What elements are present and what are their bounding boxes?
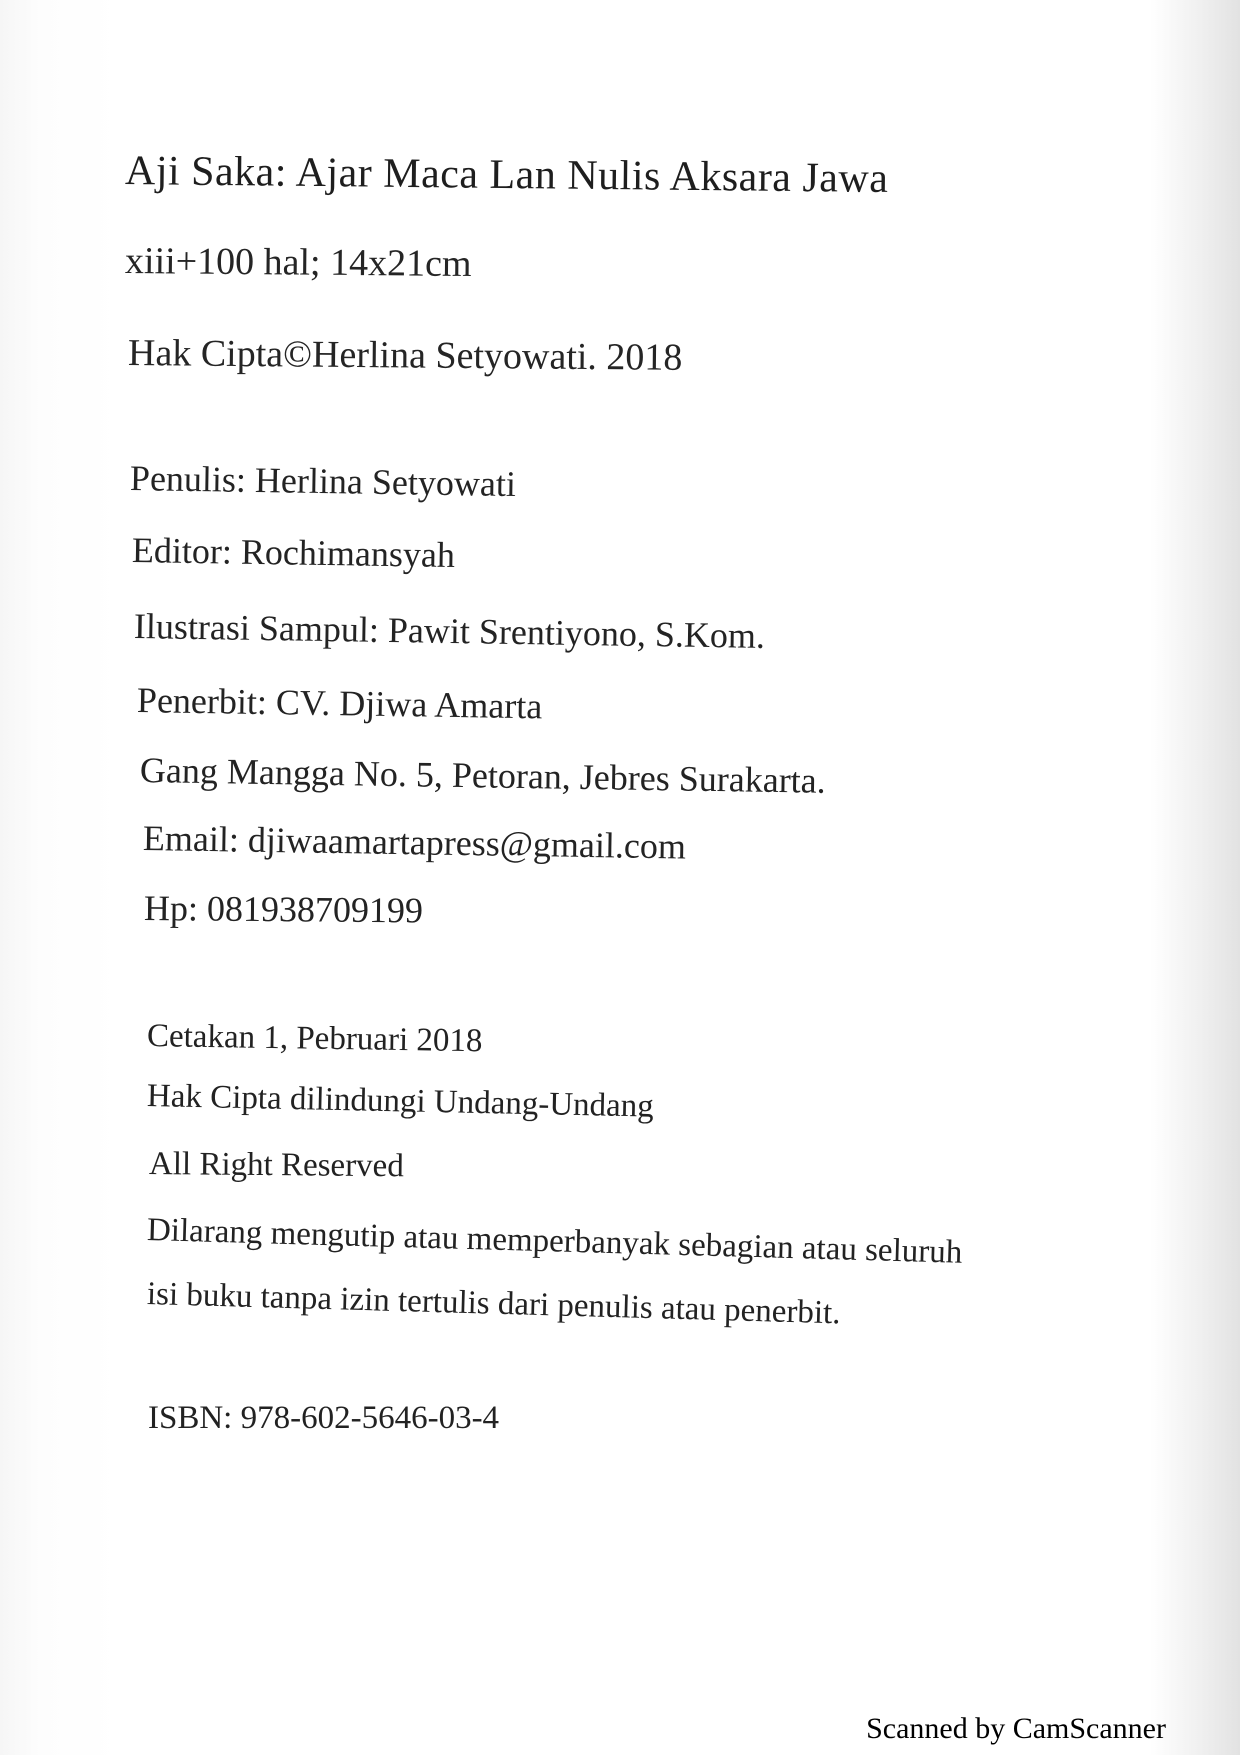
edition-line: Cetakan 1, Pebruari 2018 — [146, 1018, 483, 1060]
credit-editor: Editor: Rochimansyah — [131, 530, 456, 576]
publisher-email: Email: djiwaamartapress@gmail.com — [142, 818, 687, 867]
copyright-line: Hak Cipta©Herlina Setyowati. 2018 — [127, 332, 683, 379]
protected-line: Hak Cipta dilindungi Undang-Undang — [146, 1078, 655, 1125]
credit-author: Penulis: Herlina Setyowati — [129, 458, 517, 505]
publisher-address: Gang Mangga No. 5, Petoran, Jebres Surakarta. — [139, 750, 827, 801]
notice-line-2: isi buku tanpa izin tertulis dari penulis atau penerbit. — [146, 1276, 841, 1332]
book-title: Aji Saka: Ajar Maca Lan Nulis Aksara Jawa — [124, 148, 889, 202]
credit-illustrator: Ilustrasi Sampul: Pawit Srentiyono, S.Kom. — [133, 606, 766, 656]
page-count-size: xiii+100 hal; 14x21cm — [124, 240, 472, 286]
publisher-phone: Hp: 081938709199 — [143, 888, 424, 931]
scanner-watermark: Scanned by CamScanner — [866, 1712, 1166, 1745]
credit-publisher: Penerbit: CV. Djiwa Amarta — [136, 680, 543, 727]
reserved-line: All Right Reserved — [148, 1146, 404, 1185]
notice-line-1: Dilarang mengutip atau memperbanyak sebagian atau seluruh — [146, 1212, 963, 1271]
isbn-line: ISBN: 978-602-5646-03-4 — [148, 1400, 500, 1436]
